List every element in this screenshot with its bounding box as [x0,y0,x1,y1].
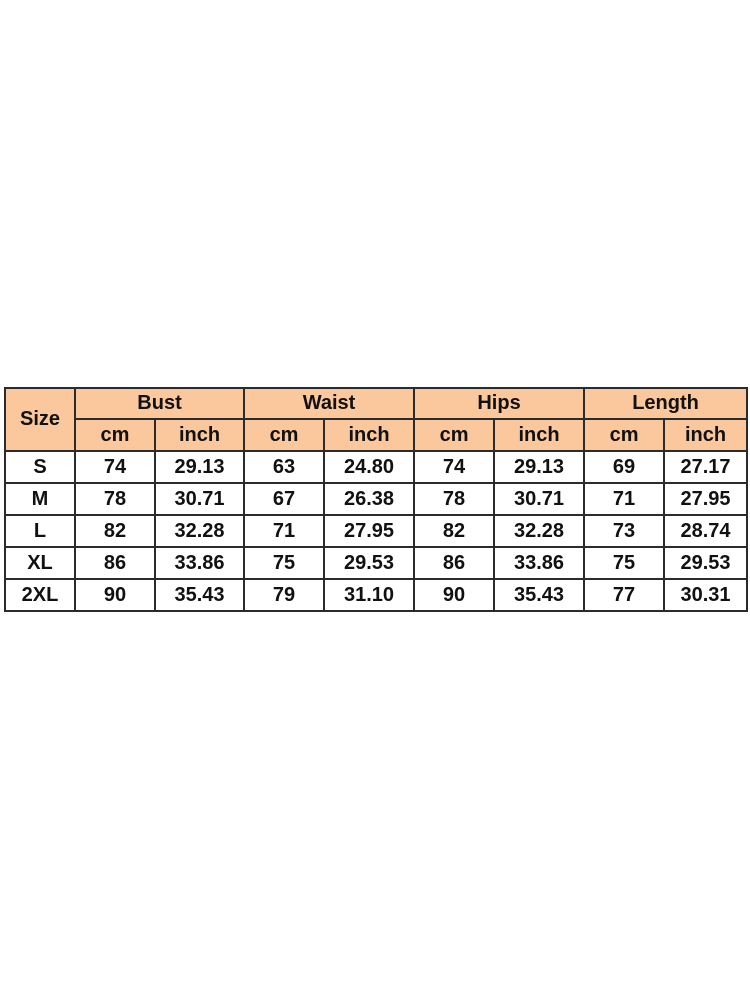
waist-inch-cell: 26.38 [324,483,414,515]
bust-inch-cell: 33.86 [155,547,244,579]
unit-header-cm: cm [75,419,155,451]
size-table-body [5,451,747,611]
length-inch-cell: 29.53 [664,547,747,579]
length-inch-cell: 27.95 [664,483,747,515]
length-cm-cell: 73 [584,515,664,547]
table-row [5,579,747,611]
unit-header-inch: inch [494,419,584,451]
size-cell: L [5,515,75,547]
hips-inch-cell: 30.71 [494,483,584,515]
hips-inch-cell: 29.13 [494,451,584,483]
waist-cm-cell: 67 [244,483,324,515]
size-cell: S [5,451,75,483]
waist-cm-cell: 63 [244,451,324,483]
waist-cm-cell: 75 [244,547,324,579]
waist-inch-cell: 27.95 [324,515,414,547]
waist-cm-cell: 79 [244,579,324,611]
hips-cm-cell: 86 [414,547,494,579]
length-inch-cell: 28.74 [664,515,747,547]
bust-cm-cell: 90 [75,579,155,611]
unit-header-inch: inch [324,419,414,451]
waist-header: Waist [244,388,414,419]
table-row [5,547,747,579]
hips-inch-cell: 35.43 [494,579,584,611]
unit-header-cm: cm [414,419,494,451]
table-row [5,451,747,483]
table-row [5,515,747,547]
length-cm-cell: 77 [584,579,664,611]
header-unit-row [5,419,747,451]
size-chart-table [4,387,748,612]
bust-inch-cell: 30.71 [155,483,244,515]
waist-inch-cell: 31.10 [324,579,414,611]
hips-inch-cell: 32.28 [494,515,584,547]
bust-inch-cell: 35.43 [155,579,244,611]
bust-inch-cell: 29.13 [155,451,244,483]
size-cell: XL [5,547,75,579]
bust-cm-cell: 82 [75,515,155,547]
waist-cm-cell: 71 [244,515,324,547]
table-row [5,483,747,515]
unit-header-inch: inch [155,419,244,451]
unit-header-cm: cm [244,419,324,451]
bust-inch-cell: 32.28 [155,515,244,547]
size-cell: 2XL [5,579,75,611]
hips-cm-cell: 78 [414,483,494,515]
length-inch-cell: 27.17 [664,451,747,483]
hips-cm-cell: 90 [414,579,494,611]
waist-inch-cell: 29.53 [324,547,414,579]
length-inch-cell: 30.31 [664,579,747,611]
bust-header: Bust [75,388,244,419]
bust-cm-cell: 86 [75,547,155,579]
unit-header-inch: inch [664,419,747,451]
bust-cm-cell: 74 [75,451,155,483]
header-group-row [5,388,747,419]
hips-inch-cell: 33.86 [494,547,584,579]
hips-cm-cell: 82 [414,515,494,547]
hips-cm-cell: 74 [414,451,494,483]
length-cm-cell: 69 [584,451,664,483]
size-header: Size [5,388,75,451]
unit-header-cm: cm [584,419,664,451]
waist-inch-cell: 24.80 [324,451,414,483]
bust-cm-cell: 78 [75,483,155,515]
hips-header: Hips [414,388,584,419]
length-cm-cell: 75 [584,547,664,579]
length-cm-cell: 71 [584,483,664,515]
length-header: Length [584,388,747,419]
size-cell: M [5,483,75,515]
